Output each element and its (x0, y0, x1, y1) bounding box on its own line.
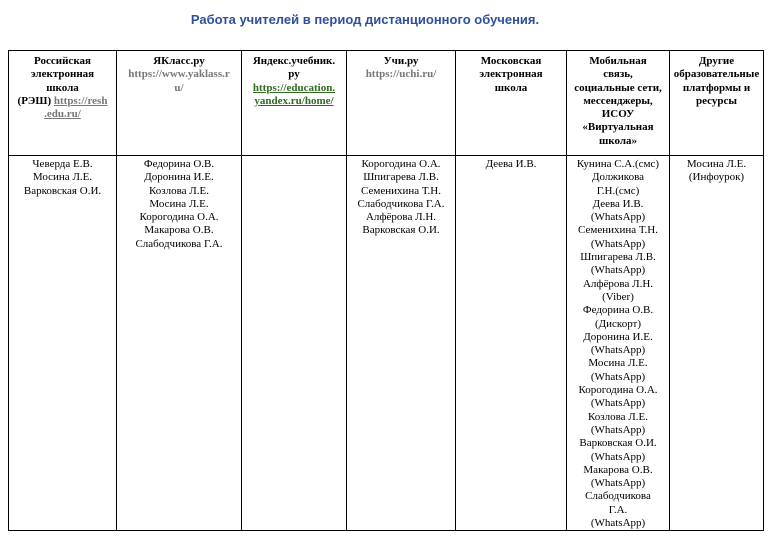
list-item: Мосина Л.Е. (32, 171, 93, 184)
table-header-row (9, 51, 764, 156)
header-other-line-2: образовательные (673, 68, 760, 81)
list-item-part: (WhatsApp) (590, 264, 646, 277)
list-item-part: (WhatsApp) (590, 344, 646, 357)
list-item-part: (WhatsApp) (590, 477, 646, 490)
header-other-line-1: Другие (698, 55, 735, 67)
list-item-part: Шпигарева Л.В. (580, 251, 656, 264)
header-mesh (456, 51, 567, 156)
list-item: Макарова О.В. (144, 224, 214, 237)
list-item: Корогодина О.А. (361, 158, 441, 170)
list-item: Федорина О.В. (143, 158, 215, 170)
header-mobile-line-7: школа» (598, 134, 637, 147)
list-item-part: (Дискорт) (594, 317, 642, 330)
header-resh-line-3: школа (46, 81, 79, 94)
list-item-part: Макарова О.В. (583, 463, 653, 476)
header-mesh-line-2: электронная (479, 68, 543, 81)
header-mobile-line-6: «Виртуальная (582, 121, 654, 134)
list-item: Шпигарева Л.В. (363, 171, 439, 184)
header-yandex (242, 51, 347, 156)
list-item-part: Федорина О.В. (582, 304, 654, 317)
header-other-line-4: ресурсы (696, 94, 737, 107)
list-item-part: (WhatsApp) (590, 211, 646, 224)
header-yandex-line-1: Яндекс.учебник. (252, 55, 336, 67)
list-item-part: Деева И.В. (592, 197, 644, 210)
header-uchi-name: Учи.ру (383, 55, 419, 67)
cell-yandex (242, 156, 347, 531)
header-resh-line-1: Российская (34, 55, 91, 67)
yaklass-link[interactable]: https://www.yaklass.r (128, 68, 230, 81)
header-other (670, 51, 764, 156)
header-yandex-line-2: ру (288, 68, 300, 81)
teachers-table (8, 50, 764, 531)
list-item-part: Алфёрова Л.Н. (582, 277, 654, 290)
list-item: Слабодчикова Г.А. (357, 197, 445, 210)
list-item-part: Слабодчикова (585, 490, 651, 503)
list-item-part: (WhatsApp) (590, 237, 646, 250)
list-item-part: Семенихина Т.Н. (578, 224, 658, 237)
list-item-part: (Инфоурок) (688, 171, 745, 184)
list-item-part: Мосина Л.Е. (686, 158, 747, 170)
header-uchi (347, 51, 456, 156)
yandex-link[interactable]: https://education. (252, 81, 336, 94)
list-item-part: (Viber) (602, 290, 634, 303)
resh-link[interactable]: https://resh (53, 94, 108, 107)
list-item-part: (WhatsApp) (590, 450, 646, 463)
list-item-part: Козлова Л.Е. (588, 410, 648, 423)
list-item-part: (WhatsApp) (590, 517, 646, 530)
header-resh (9, 51, 117, 156)
list-item-part: Г.Н.(смс) (596, 184, 640, 197)
header-mesh-line-1: Московская (480, 55, 542, 67)
header-mobile-line-1: Мобильная (589, 55, 647, 67)
cell-other (670, 156, 764, 531)
header-mobile-line-5: ИСОУ (601, 108, 635, 121)
header-mesh-line-3: школа (494, 81, 528, 94)
uchi-link[interactable]: https://uchi.ru/ (365, 68, 437, 81)
list-item: Слабодчикова Г.А. (135, 237, 223, 250)
table-body-row (9, 156, 764, 531)
yaklass-link-cont[interactable]: u/ (174, 81, 184, 94)
list-item-part: Варковская О.И. (579, 437, 657, 450)
list-item-part: Корогодина О.А. (578, 384, 658, 397)
list-item: Чеверда Е.В. (32, 158, 93, 170)
cell-resh (9, 156, 117, 531)
cell-yaklass (117, 156, 242, 531)
header-other-line-3: платформы и (682, 81, 751, 94)
cell-mobile (567, 156, 670, 531)
list-item: Доронина И.Е. (144, 171, 214, 184)
list-item: Козлова Л.Е. (149, 184, 209, 197)
cell-uchi (347, 156, 456, 531)
resh-link-cont[interactable]: .edu.ru/ (44, 108, 81, 121)
header-mobile (567, 51, 670, 156)
list-item: Семенихина Т.Н. (361, 184, 441, 197)
header-resh-line-2: электронная (30, 68, 95, 81)
header-yaklass-name: ЯКласс.ру (153, 55, 205, 67)
yandex-link-cont[interactable]: yandex.ru/home/ (254, 94, 334, 107)
list-item-part: (WhatsApp) (590, 423, 646, 436)
header-resh-abbr: (РЭШ) (17, 94, 52, 107)
list-item: Варковская О.И. (23, 184, 102, 197)
list-item-part: Г.А. (608, 503, 628, 516)
list-item-part: Доронина И.Е. (583, 330, 653, 343)
header-mobile-line-2: связь, (603, 68, 633, 81)
list-item-part: (WhatsApp) (590, 370, 646, 383)
header-mobile-line-4: мессенджеры, (583, 94, 653, 107)
list-item: Кунина С.А.(смс) (576, 158, 660, 170)
list-item-part: Мосина Л.Е. (588, 357, 648, 370)
list-item: Деева И.В. (485, 158, 537, 170)
header-mobile-line-3: социальные сети, (574, 81, 662, 94)
list-item-part: (WhatsApp) (590, 397, 646, 410)
list-item: Мосина Л.Е. (149, 197, 209, 210)
cell-mesh (456, 156, 567, 531)
list-item: Алфёрова Л.Н. (365, 211, 437, 224)
header-resh-line-4 (11, 95, 114, 108)
header-yaklass (117, 51, 242, 156)
list-item-part: Должикова (591, 171, 645, 184)
list-item: Корогодина О.А. (139, 211, 219, 224)
list-item: Варковская О.И. (362, 224, 440, 237)
page-title: Работа учителей в период дистанционного обучения. (190, 12, 540, 27)
